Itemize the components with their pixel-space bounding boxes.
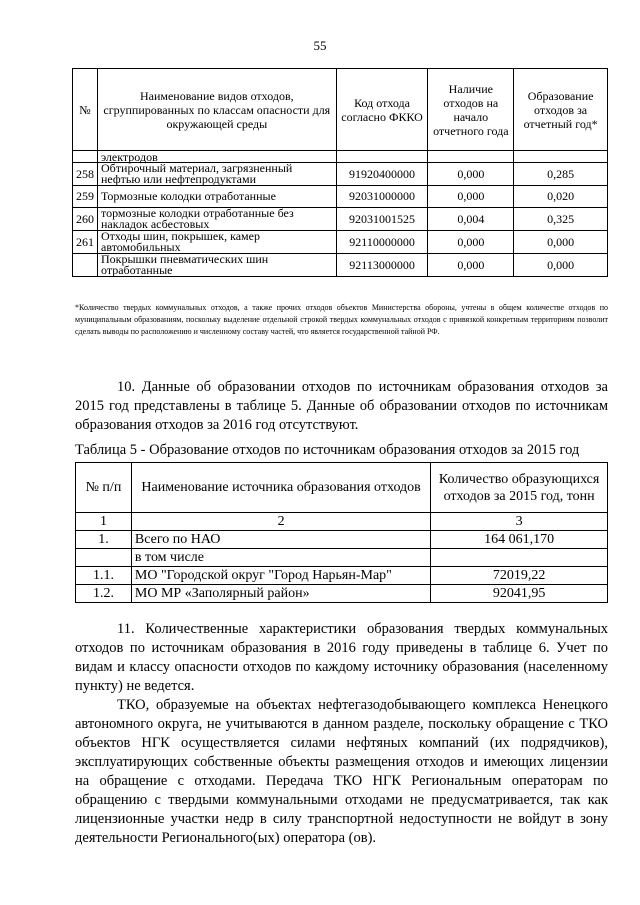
start-amount: 0,000 xyxy=(428,163,514,186)
fkko-code: 92110000000 xyxy=(336,231,428,254)
page-number: 55 xyxy=(313,38,327,53)
start-amount: 0,000 xyxy=(428,186,514,208)
waste-name: электродов xyxy=(98,151,337,163)
waste-name: Покрышки пневматических шин отработанные xyxy=(98,254,337,277)
table-row xyxy=(73,163,608,186)
formed-amount: 0,020 xyxy=(514,186,608,208)
fkko-code: 92113000000 xyxy=(336,254,428,277)
header-waste-name: Наименование видов отходов, сгруппированных по классам опасности для окружающей среды xyxy=(98,69,337,151)
header-formed-amount: Образование отходов за отчетный год* xyxy=(514,69,608,151)
fkko-code: 91920400000 xyxy=(336,163,428,186)
quantity: 92041,95 xyxy=(431,585,608,603)
table-row xyxy=(73,254,608,277)
source-name: в том числе xyxy=(131,549,430,567)
header-start-amount: Наличие отходов на начало отчетного года xyxy=(428,69,514,151)
row-number: 259 xyxy=(73,186,98,208)
formed-amount: 0,285 xyxy=(514,163,608,186)
waste-name: Тормозные колодки отработанные xyxy=(98,186,337,208)
paragraph-10: 10. Данные об образовании отходов по источникам образования отходов за 2015 год представлены в таблице 5. Данные об образовании отходов по источникам образования отходов за 2016 год отсутствуют. xyxy=(75,379,608,433)
source-name: МО МР «Заполярный район» xyxy=(131,585,430,603)
row-number xyxy=(73,254,98,277)
formed-amount: 0,000 xyxy=(514,231,608,254)
source-name: Всего по НАО xyxy=(131,531,430,549)
start-amount: 0,000 xyxy=(428,231,514,254)
waste-name: Отходы шин, покрышек, камер автомобильных xyxy=(98,231,337,254)
header-source-name: Наименование источника образования отходов xyxy=(131,463,430,513)
quantity: 164 061,170 xyxy=(431,531,608,549)
source-name: МО "Городской округ "Город Нарьян-Мар" xyxy=(131,567,430,585)
start-amount: 0,004 xyxy=(428,208,514,231)
paragraph-12: ТКО, образуемые на объектах нефтегазодобывающего комплекса Ненецкого автономного округа, не учитываются в данном разделе, поскольку обращение с ТКО объектов НГК осуществляется силами нефтяных компаний (их подрядчиков), эксплуатирующих собственные объекты размещения отходов и имеющих лицензии на обращение с отходами. Передача ТКО НГК Региональным операторам по обращению с твердыми коммунальными отходами не предусматривается, так как лицензионные участки недр в силу транспортной недоступности не войдут в зону деятельности Регионального(ых) оператора (ов). xyxy=(75,697,608,846)
row-number: 1.2. xyxy=(76,585,132,603)
row-number xyxy=(73,151,98,163)
formed-amount: 0,325 xyxy=(514,208,608,231)
table-index-row xyxy=(76,513,608,531)
start-amount: 0,000 xyxy=(428,254,514,277)
waste-name: Обтирочный материал, загрязненный нефтью или нефтепродуктами xyxy=(98,163,337,186)
table-row xyxy=(76,531,608,549)
waste-name: тормозные колодки отработанные без накладок асбестовых xyxy=(98,208,337,231)
waste-types-table xyxy=(72,68,608,277)
index-cell: 2 xyxy=(131,513,430,531)
table-row xyxy=(76,549,608,567)
header-num: № xyxy=(73,69,98,151)
table-row xyxy=(76,585,608,603)
table-row xyxy=(73,208,608,231)
paragraph-11: 11. Количественные характеристики образования твердых коммунальных отходов по источникам образования в 2016 году приведены в таблице 6. Учет по видам и классу опасности отходов по каждому источнику образования (населенному пункту) не ведется. xyxy=(75,621,608,694)
index-cell: 1 xyxy=(76,513,132,531)
formed-amount: 0,000 xyxy=(514,254,608,277)
quantity xyxy=(431,549,608,567)
header-fkko-code: Код отхода согласно ФККО xyxy=(336,69,428,151)
row-number: 260 xyxy=(73,208,98,231)
quantity: 72019,22 xyxy=(431,567,608,585)
table-row xyxy=(73,231,608,254)
row-number: 1. xyxy=(76,531,132,549)
fkko-code xyxy=(336,151,428,163)
header-quantity: Количество образующихся отходов за 2015 год, тонн xyxy=(431,463,608,513)
row-number: 258 xyxy=(73,163,98,186)
row-number: 1.1. xyxy=(76,567,132,585)
table-row xyxy=(73,186,608,208)
header-num: № п/п xyxy=(76,463,132,513)
fkko-code: 92031001525 xyxy=(336,208,428,231)
fkko-code: 92031000000 xyxy=(336,186,428,208)
table-row xyxy=(76,567,608,585)
start-amount xyxy=(428,151,514,163)
waste-sources-table xyxy=(75,462,608,603)
row-number xyxy=(76,549,132,567)
formed-amount xyxy=(514,151,608,163)
index-cell: 3 xyxy=(431,513,608,531)
table-footnote: *Количество твердых коммунальных отходов, а также прочих отходов объектов Министерства обороны, учтены в общем количестве отходов по муниципальным образованиям, поскольку выделение отдельной строкой твердых коммунальных отходов с привязкой конкретным территориям позволит сделать выводы по расположению и численному составу частей, что является государственной тайной РФ. xyxy=(75,303,608,336)
row-number: 261 xyxy=(73,231,98,254)
table5-caption: Таблица 5 - Образование отходов по источникам образования отходов за 2015 год xyxy=(75,442,580,458)
